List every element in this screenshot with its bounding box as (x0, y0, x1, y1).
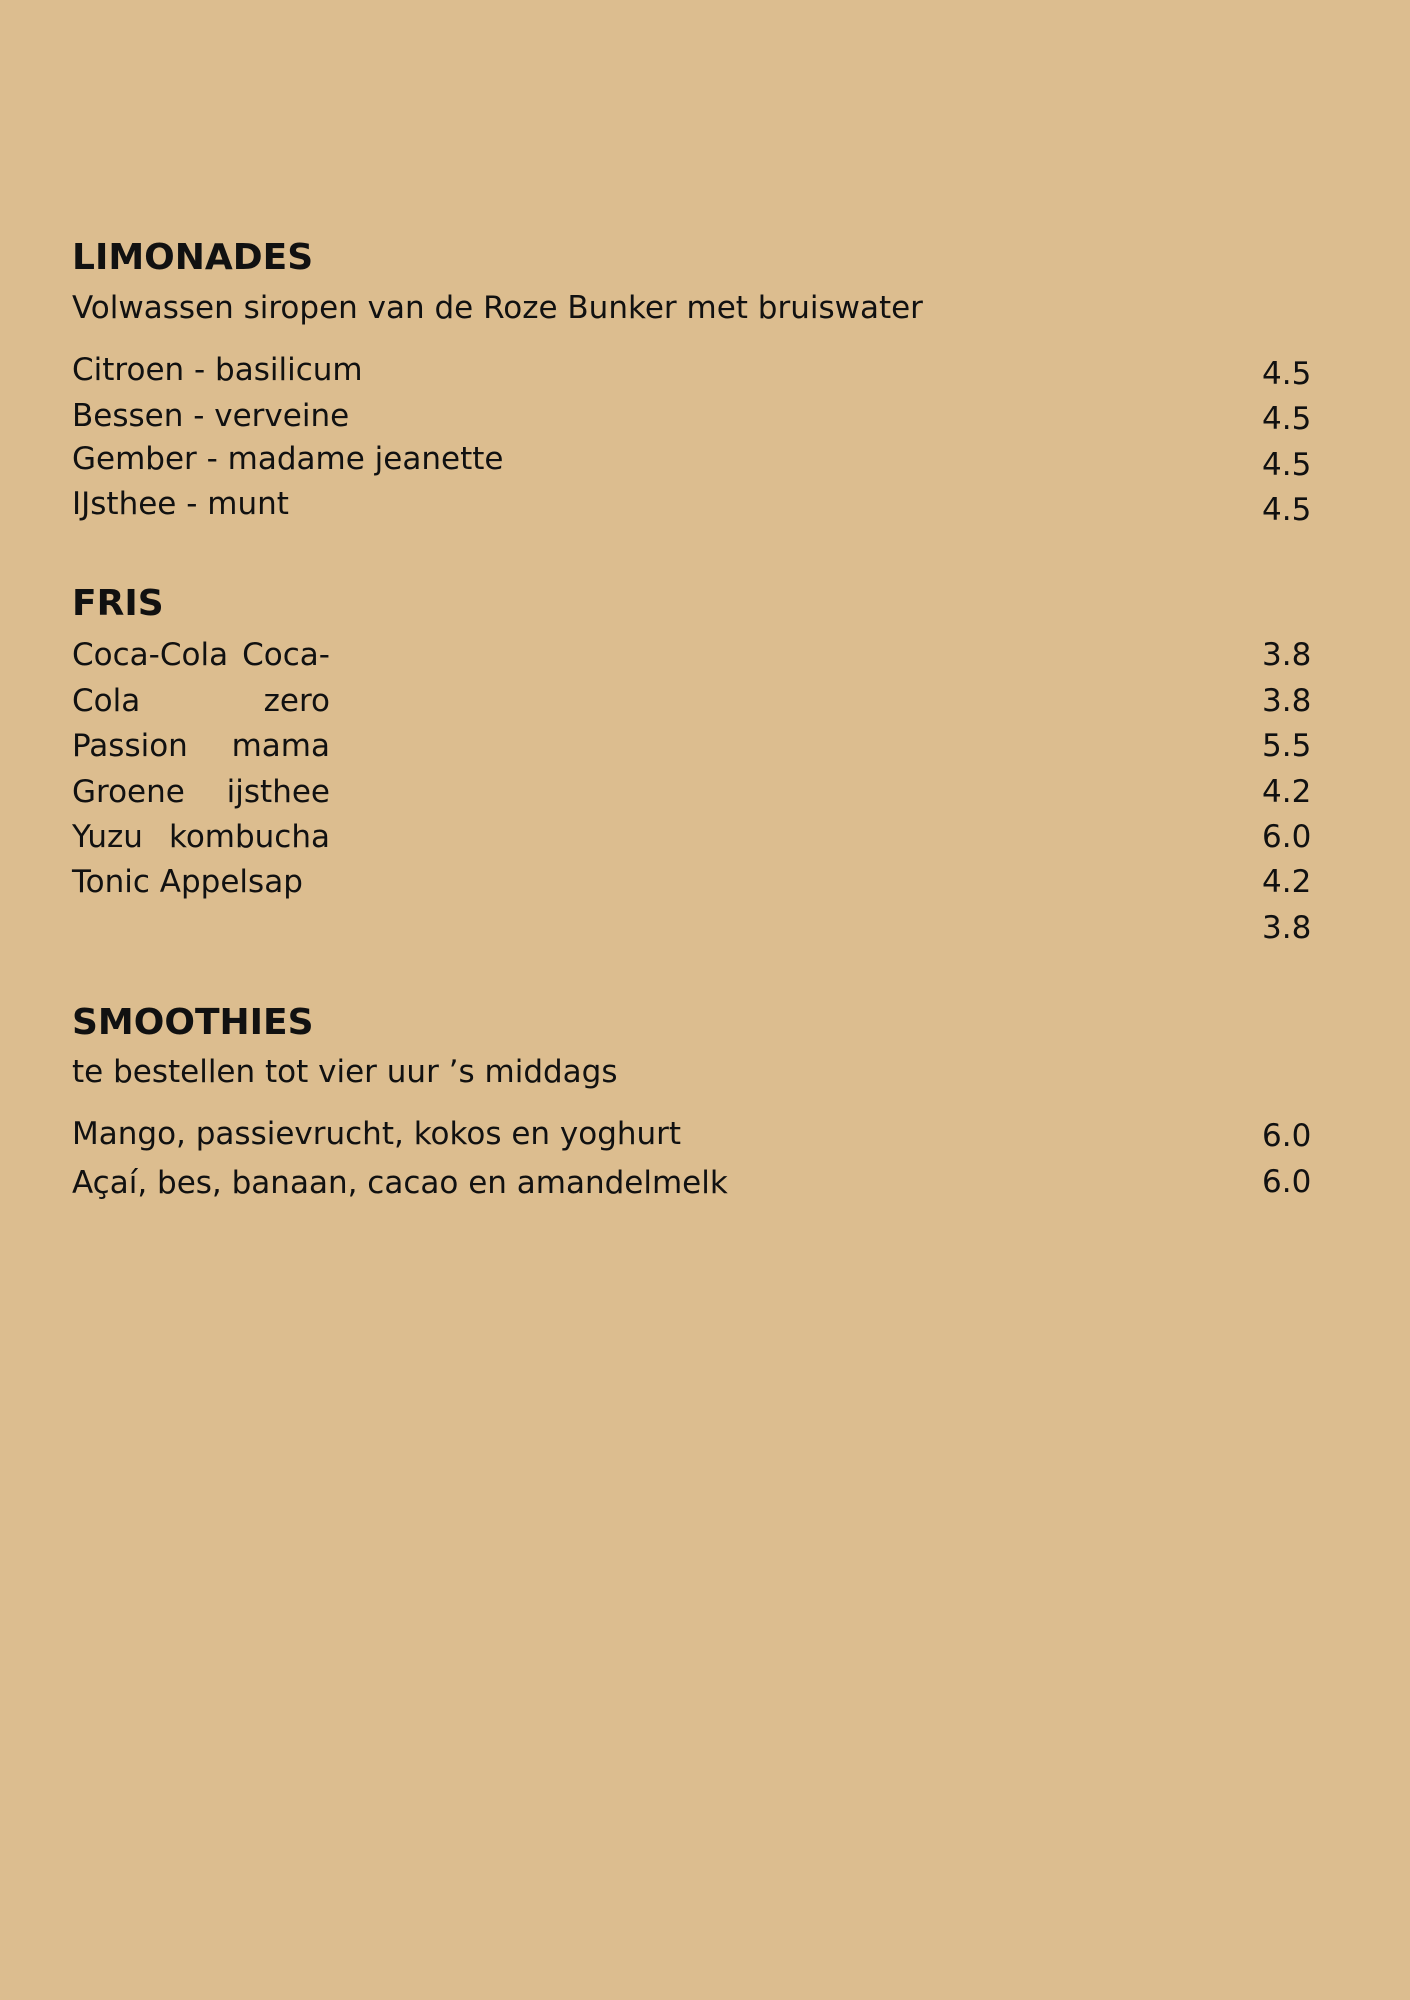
fris-word: Coca-Cola (72, 637, 229, 673)
fris-text-line (72, 728, 330, 764)
fris-price: 4.2 (1262, 864, 1312, 900)
smoothies-subtitle: te bestellen tot vier uur ’s middags (72, 1054, 618, 1090)
menu-item-name: Citroen - basilicum (72, 352, 363, 388)
fris-price: 3.8 (1262, 683, 1312, 719)
menu-item-price: 4.5 (1262, 401, 1312, 437)
fris-word: ijsthee (226, 774, 330, 810)
fris-word: Cola (72, 683, 141, 719)
fris-word: Coca- (242, 637, 330, 673)
fris-price: 3.8 (1262, 910, 1312, 946)
fris-price: 4.2 (1262, 774, 1312, 810)
menu-item-price: 4.5 (1262, 356, 1312, 392)
fris-word: mama (231, 728, 330, 764)
fris-text-line (72, 637, 330, 673)
menu-item-name: Açaí, bes, banaan, cacao en amandelmelk (72, 1165, 728, 1201)
menu-item-price: 4.5 (1262, 492, 1312, 528)
fris-word: Groene (72, 774, 185, 810)
menu-item-name: IJsthee - munt (72, 486, 289, 522)
menu-item-name: Gember - madame jeanette (72, 441, 504, 477)
limonades-heading: LIMONADES (72, 237, 314, 278)
menu-item-price: 6.0 (1262, 1164, 1312, 1200)
fris-word: zero (263, 683, 330, 719)
fris-price: 6.0 (1262, 819, 1312, 855)
fris-word: Passion (72, 728, 188, 764)
menu-item-name: Bessen - verveine (72, 398, 350, 434)
fris-heading: FRIS (72, 583, 164, 624)
menu-item-price: 6.0 (1262, 1118, 1312, 1154)
fris-text-line (72, 774, 330, 810)
menu-item-price: 4.5 (1262, 447, 1312, 483)
fris-price: 5.5 (1262, 728, 1312, 764)
fris-text-line: Tonic Appelsap (72, 864, 303, 900)
fris-word: kombucha (168, 819, 330, 855)
menu-item-name: Mango, passievrucht, kokos en yoghurt (72, 1116, 682, 1152)
smoothies-heading: SMOOTHIES (72, 1002, 314, 1043)
limonades-subtitle: Volwassen siropen van de Roze Bunker met bruiswater (72, 290, 923, 326)
fris-text-line (72, 819, 330, 855)
fris-word: Yuzu (72, 819, 143, 855)
fris-price: 3.8 (1262, 637, 1312, 673)
fris-text-line (72, 683, 330, 719)
